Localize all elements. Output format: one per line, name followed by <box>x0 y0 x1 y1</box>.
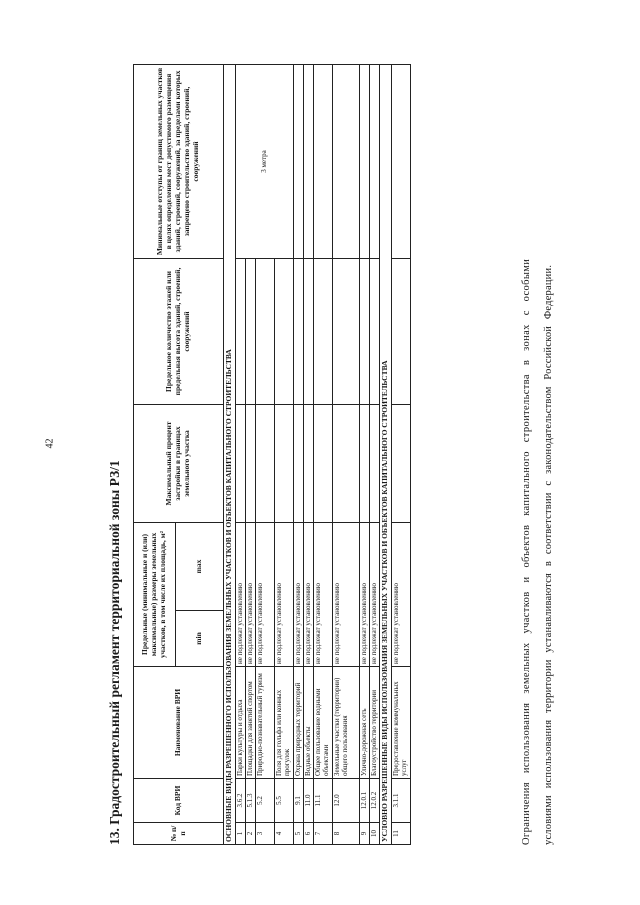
row-number: 2 <box>245 823 255 845</box>
page-title: 13. Градостроительный регламент территориальной зоны РЗ/1 <box>107 460 122 845</box>
row-sizes: не подлежат установлению <box>313 522 332 666</box>
row-name: Общее пользование водными объектами <box>313 667 332 779</box>
row-code: 12.0.1 <box>359 779 369 823</box>
row-sizes: не подлежат установлению <box>235 522 245 666</box>
col-setbacks-header: Минимальные отступы от границ земельных участков в целях определения мест допустимого размещения зданий, строений, сооружений, за пределами которых запрещено строительство зданий, строений, сооружений <box>134 64 224 258</box>
page-number: 42 <box>44 438 56 449</box>
row-name: Площадки для занятий спортом <box>245 667 255 779</box>
table-row <box>369 64 379 844</box>
table-row <box>332 64 359 844</box>
row-code: 5.2 <box>255 779 274 823</box>
row-sizes: не подлежат установлению <box>274 522 293 666</box>
row-number: 11 <box>391 823 410 845</box>
table-row <box>391 64 410 844</box>
restrictions-note-line-2: условиями использования территории устанавливаются в соответствии с законодательством Российской Федерации. <box>543 264 554 845</box>
row-name: Предоставление коммунальных услуг <box>391 667 410 779</box>
section-main-title: ОСНОВНЫЕ ВИДЫ РАЗРЕШЕННОГО ИСПОЛЬЗОВАНИЯ ЗЕМЕЛЬНЫХ УЧАСТКОВ И ОБЪЕКТОВ КАПИТАЛЬНОГО СТРОИТЕЛЬСТВА <box>224 64 236 844</box>
section-conditional-title: УСЛОВНО РАЗРЕШЕННЫЕ ВИДЫ ИСПОЛЬЗОВАНИЯ ЗЕМЕЛЬНЫХ УЧАСТКОВ И ОБЪЕКТОВ КАПИТАЛЬНОГО СТРОИТЕЛЬСТВА <box>379 64 391 844</box>
row-name: Водные объекты <box>303 667 313 779</box>
col-sizes-header: Предельные (минимальные и (или) максимальные) размеры земельных участков, в том числе их площадь, м² <box>134 522 176 666</box>
row-number: 7 <box>313 823 332 845</box>
row-sizes: не подлежат установлению <box>391 522 410 666</box>
col-min-header: min <box>176 611 224 667</box>
row-code: 12.0.2 <box>369 779 379 823</box>
row-code: 3.1.1 <box>391 779 410 823</box>
row-sizes: не подлежат установлению <box>369 522 379 666</box>
table-row <box>293 64 303 844</box>
row-number: 1 <box>235 823 245 845</box>
col-max-header: max <box>176 522 224 610</box>
row-code: 3.6.2 <box>235 779 245 823</box>
row-name: Благоустройство территории <box>369 667 379 779</box>
row-code: 5.1.3 <box>245 779 255 823</box>
col-percent-header: Максимальный процент застройки в границах земельного участка <box>134 404 224 522</box>
row-code: 9.1 <box>293 779 303 823</box>
row-name: Природно-познавательный туризм <box>255 667 274 779</box>
table-row <box>313 64 332 844</box>
row-code: 5.5 <box>274 779 293 823</box>
row-code: 11.1 <box>313 779 332 823</box>
row-number: 8 <box>332 823 359 845</box>
row-number: 9 <box>359 823 369 845</box>
col-name-header: Наименование ВРИ <box>134 667 224 779</box>
row-number: 6 <box>303 823 313 845</box>
rotated-page-content <box>20 25 620 885</box>
row-sizes: не подлежат установлению <box>245 522 255 666</box>
table-row <box>303 64 313 844</box>
table-row <box>235 64 245 844</box>
header-row <box>134 64 176 844</box>
row-number: 3 <box>255 823 274 845</box>
regulation-table <box>133 64 411 845</box>
row-number: 10 <box>369 823 379 845</box>
row-number: 5 <box>293 823 303 845</box>
col-num-header: № п/п <box>134 823 224 845</box>
table-row <box>359 64 369 844</box>
row-name: Улично-дорожная сеть <box>359 667 369 779</box>
col-floors-header: Предельное количество этажей или предельная высота зданий, строений, сооружений <box>134 258 224 404</box>
row-sizes: не подлежат установлению <box>359 522 369 666</box>
restrictions-note-line-1: Ограничения использования земельных участков и объектов капитального строительства в зонах с особыми <box>521 258 532 845</box>
row-sizes: не подлежат установлению <box>293 522 303 666</box>
setback-cell: 3 метра <box>235 64 293 258</box>
row-name: Поля для гольфа или конных прогулок <box>274 667 293 779</box>
row-name: Парки культуры и отдыха <box>235 667 245 779</box>
row-code: 11.0 <box>303 779 313 823</box>
row-number: 4 <box>274 823 293 845</box>
col-code-header: Код ВРИ <box>134 779 224 823</box>
row-sizes: не подлежат установлению <box>303 522 313 666</box>
row-name: Земельные участки (территории) общего пользования <box>332 667 359 779</box>
row-name: Охрана природных территорий <box>293 667 303 779</box>
row-code: 12.0 <box>332 779 359 823</box>
row-sizes: не подлежат установлению <box>332 522 359 666</box>
row-sizes: не подлежат установлению <box>255 522 274 666</box>
